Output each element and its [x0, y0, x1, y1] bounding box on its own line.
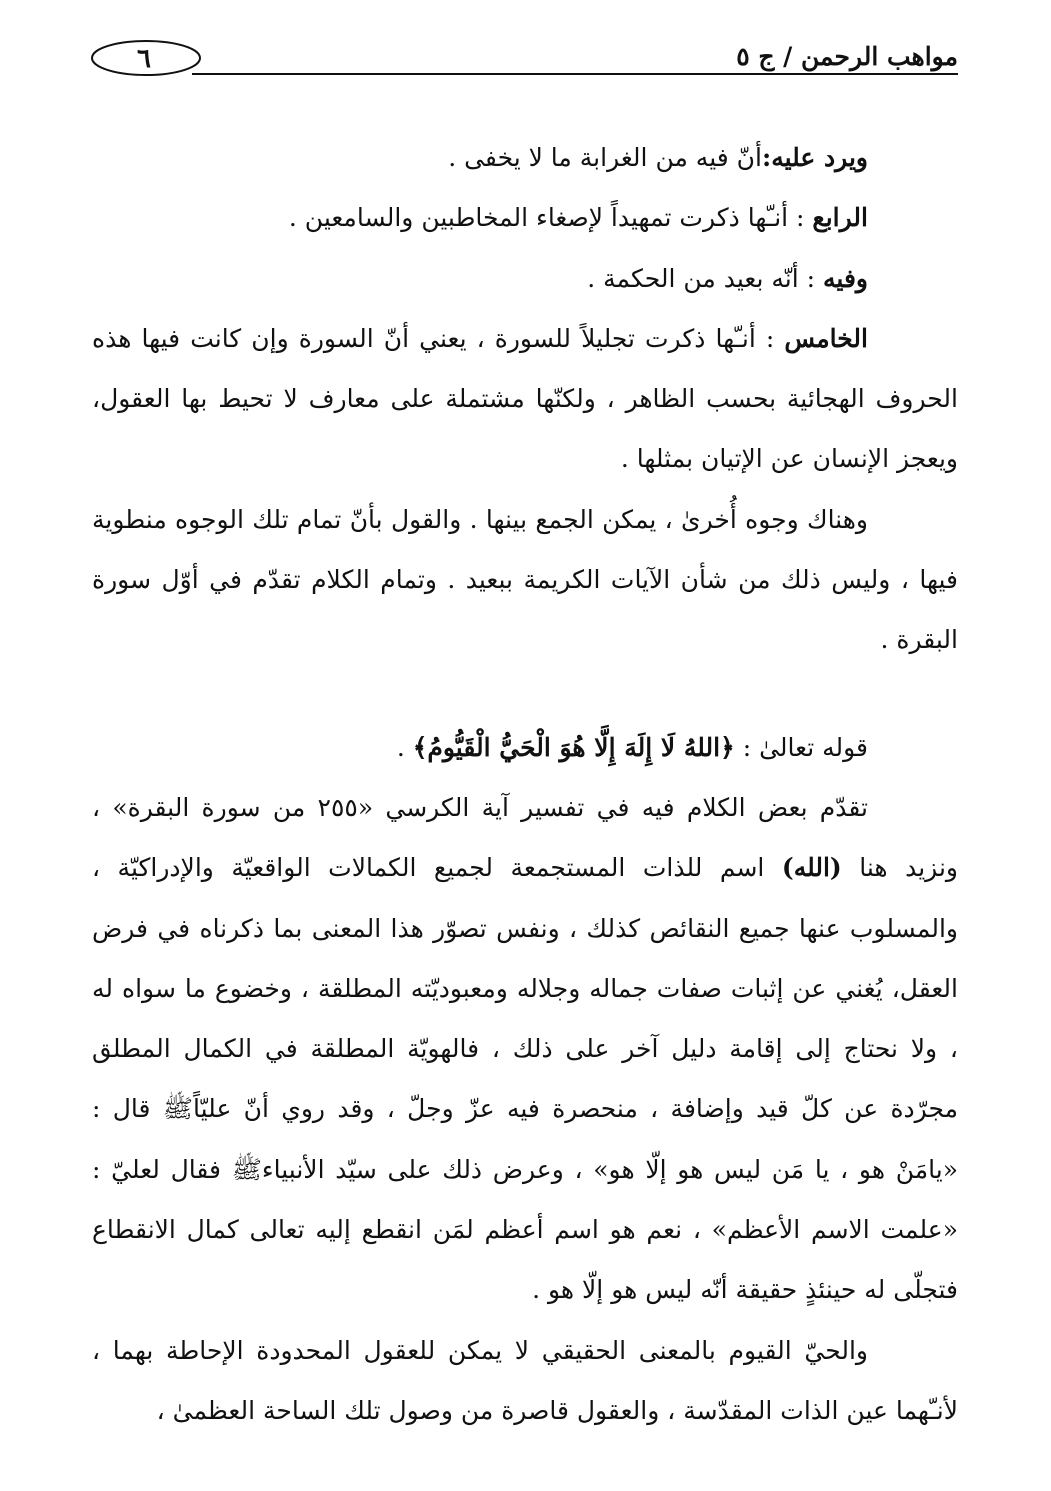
page-number: ٦ [137, 44, 151, 74]
label-fifth: الخامس [784, 323, 868, 353]
label-critique: وفيه [823, 263, 868, 293]
commentary-part-d: فقال لعليّ : «علمت الاسم الأعظم» ، نعم هو اسم أعظم لمَن انقطع إليه تعالى كمال الانقطاع فتجلّى له حينئذٍ حقيقة أنّه ليس هو إلّا هو . [92, 1154, 958, 1305]
paragraph-commentary [92, 778, 958, 1321]
running-title: مواهب الرحمن / ج ٥ [736, 42, 958, 71]
honorific-prophet: ﷺ [231, 1154, 262, 1184]
paragraph-verse [92, 718, 958, 778]
paragraph-fourth [92, 188, 958, 248]
commentary-part-a: تقدّم بعض الكلام فيه في تفسير آية الكرسي «٢٥٥ من سورة البقرة» ، ونزيد هنا [92, 792, 958, 883]
text-critique: : أنّه بعيد من الحكمة . [587, 263, 824, 293]
text-fifth: : أنـّها ذكرت تجليلاً للسورة ، يعني أنّ السورة وإن كانت فيها هذه الحروف الهجائية بحسب الظاهر ، ولكنّها مشتملة على معارف لا تحيط بها العقول، ويعجز الإنسان عن الإتيان بمثلها . [92, 323, 958, 474]
commentary-part-c: قال : «يامَنْ هو ، يا مَن ليس هو إلّا هو» ، وعرض ذلك على سيّد الأنبياء [92, 1094, 958, 1184]
paragraph-objection [92, 128, 958, 188]
text-fourth: : أنـّها ذكرت تمهيداً لإصغاء المخاطبين والسامعين . [288, 203, 813, 233]
text-objection: أنّ فيه من الغرابة ما لا يخفى . [448, 143, 762, 172]
paragraph-other-views: وهناك وجوه أُخرىٰ ، يمكن الجمع بينها . والقول بأنّ تمام تلك الوجوه منطوية فيها ، وليس ذلك من شأن الآيات الكريمة ببعيد . وتمام الكلام تقدّم في أوّل سورة البقرة . [92, 504, 958, 655]
verse-intro: قوله تعالىٰ : [734, 732, 868, 762]
verse-end: . [396, 732, 413, 762]
honorific-ali: ﷺ [162, 1094, 193, 1124]
label-objection: ويرد عليه: [761, 143, 868, 172]
label-fourth: الرابع [812, 203, 868, 233]
paragraph-living-eternal: والحيّ القيوم بالمعنى الحقيقي لا يمكن للعقول المحدودة الإحاطة بهما ، لأنـّهما عين الذات المقدّسة ، والعقول قاصرة من وصول تلك الساحة العظمىٰ ، [92, 1335, 958, 1425]
paragraph-critique [92, 249, 958, 309]
page-body [92, 128, 958, 1441]
paragraph-fifth [92, 309, 958, 490]
quran-verse: ﴿اللهُ لَا إِلَهَ إِلَّا هُوَ الْحَيُّ الْقَيُّومُ﴾ [412, 732, 735, 762]
page-header [88, 38, 958, 90]
commentary-part-b: اسم للذات المستجمعة لجميع الكمالات الواقعيّة والإدراكيّة ، والمسلوب عنها جميع النقائص كذلك ، ونفس تصوّر هذا المعنى بما ذكرناه في فرض العقل، يُغني عن إثبات صفات جماله وجلاله ومعبوديّته المطلقة ، وخضوع ما سواه له ، ولا نحتاج إلى إقامة دليل آخر على ذلك ، فالهويّة المطلقة في الكمال المطلق مجرّدة عن كلّ قيد وإضافة ، منحصرة فيه عزّ وجلّ ، وقد روي أنّ عليّاً [92, 853, 958, 1124]
allah-name: (الله) [781, 853, 842, 883]
